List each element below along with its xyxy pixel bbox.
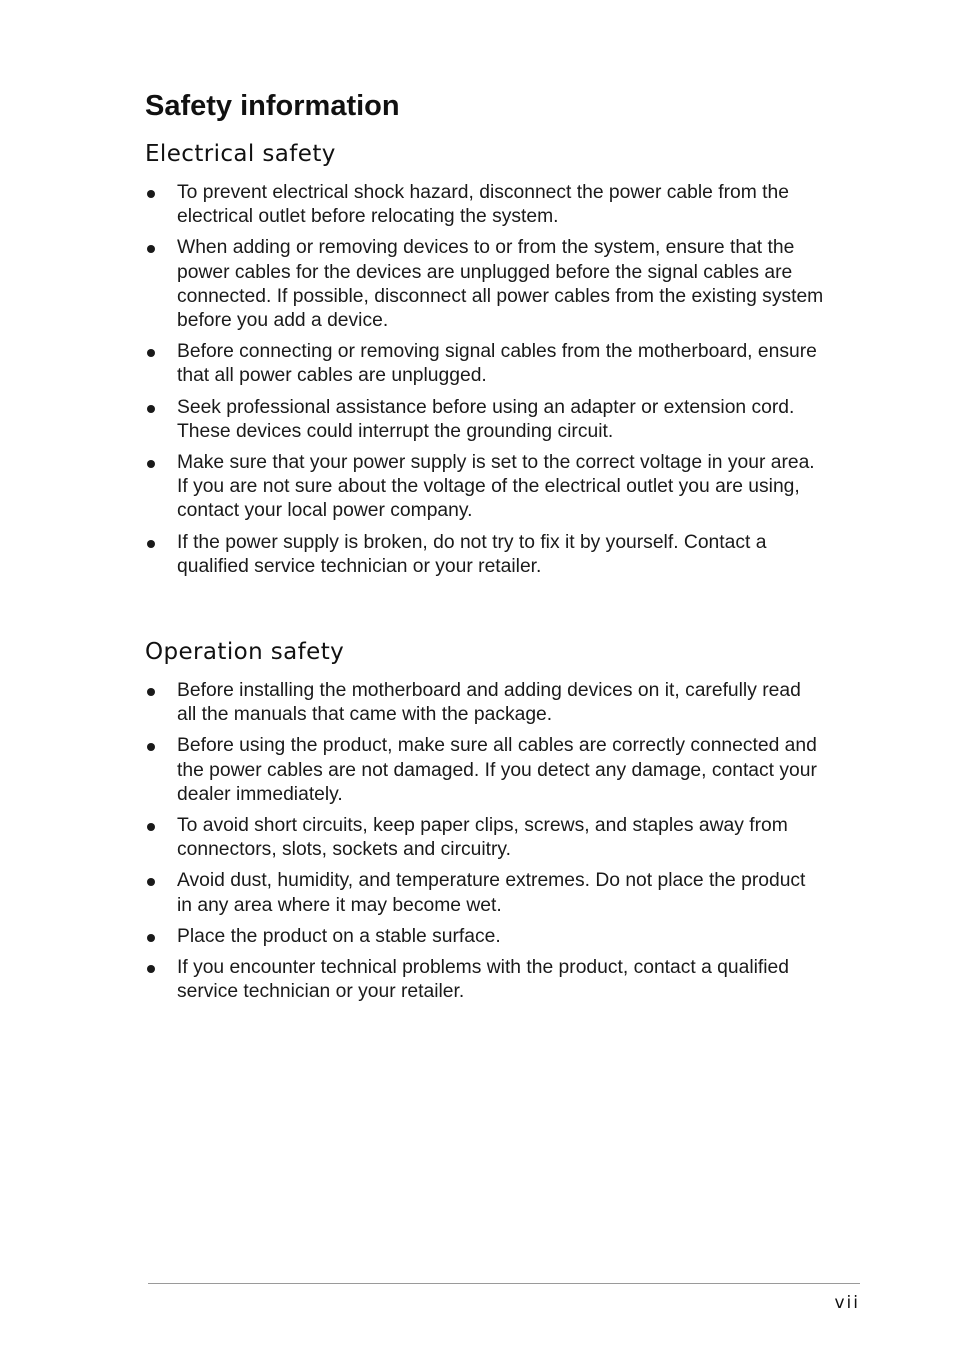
list-item-text: Avoid dust, humidity, and temperature extremes. Do not place the product in any area where it may become wet.	[177, 870, 806, 916]
list-item-text: If the power supply is broken, do not try to fix it by yourself. Contact a qualified service technician or your retailer.	[177, 531, 767, 577]
bullet-icon	[147, 934, 155, 942]
list-item	[145, 340, 825, 388]
bullet-icon	[147, 460, 155, 468]
list-item	[145, 181, 825, 229]
operation-safety-section	[145, 634, 825, 1011]
list-item	[145, 925, 825, 949]
list-item	[145, 451, 825, 524]
bullet-icon	[147, 245, 155, 253]
operation-safety-list	[145, 679, 825, 1004]
list-item-text: Before using the product, make sure all cables are correctly connected and the power cables are not damaged. If you detect any damage, contact your dealer immediately.	[177, 735, 817, 805]
bullet-icon	[147, 823, 155, 831]
list-item-text: Before connecting or removing signal cables from the motherboard, ensure that all power cables are unplugged.	[177, 341, 817, 387]
list-item	[145, 396, 825, 444]
bullet-icon	[147, 405, 155, 413]
list-item	[145, 869, 825, 917]
section-heading-operation-safety: Operation safety	[145, 639, 345, 665]
footer-divider	[148, 1283, 860, 1284]
page-title: Safety information	[145, 90, 400, 122]
list-item	[145, 956, 825, 1004]
list-item	[145, 734, 825, 807]
list-item-text: Seek professional assistance before using an adapter or extension cord. These devices could interrupt the grounding circuit.	[177, 396, 795, 442]
list-item-text: To avoid short circuits, keep paper clips, screws, and staples away from connectors, slots, sockets and circuitry.	[177, 815, 788, 861]
bullet-icon	[147, 965, 155, 973]
page-number: vii	[834, 1293, 860, 1313]
list-item-text: Place the product on a stable surface.	[177, 925, 501, 947]
electrical-safety-list	[145, 181, 825, 579]
bullet-icon	[147, 878, 155, 886]
bullet-icon	[147, 349, 155, 357]
list-item-text: To prevent electrical shock hazard, disconnect the power cable from the electrical outlet before relocating the system.	[177, 182, 789, 228]
electrical-safety-section	[145, 136, 825, 586]
bullet-icon	[147, 743, 155, 751]
list-item-text: When adding or removing devices to or from the system, ensure that the power cables for the devices are unplugged before the signal cables are connected. If possible, disconnect all power cables from the existing system before you add a device.	[177, 237, 824, 332]
bullet-icon	[147, 190, 155, 198]
list-item-text: If you encounter technical problems with the product, contact a qualified service technician or your retailer.	[177, 957, 790, 1003]
bullet-icon	[147, 540, 155, 548]
list-item-text: Make sure that your power supply is set to the correct voltage in your area. If you are not sure about the voltage of the electrical outlet you are using, contact your local power company.	[177, 452, 815, 522]
list-item	[145, 236, 825, 333]
list-item	[145, 679, 825, 727]
list-item-text: Before installing the motherboard and adding devices on it, carefully read all the manuals that came with the package.	[177, 680, 801, 726]
section-heading-electrical-safety: Electrical safety	[145, 141, 336, 167]
list-item	[145, 814, 825, 862]
list-item	[145, 531, 825, 579]
bullet-icon	[147, 688, 155, 696]
